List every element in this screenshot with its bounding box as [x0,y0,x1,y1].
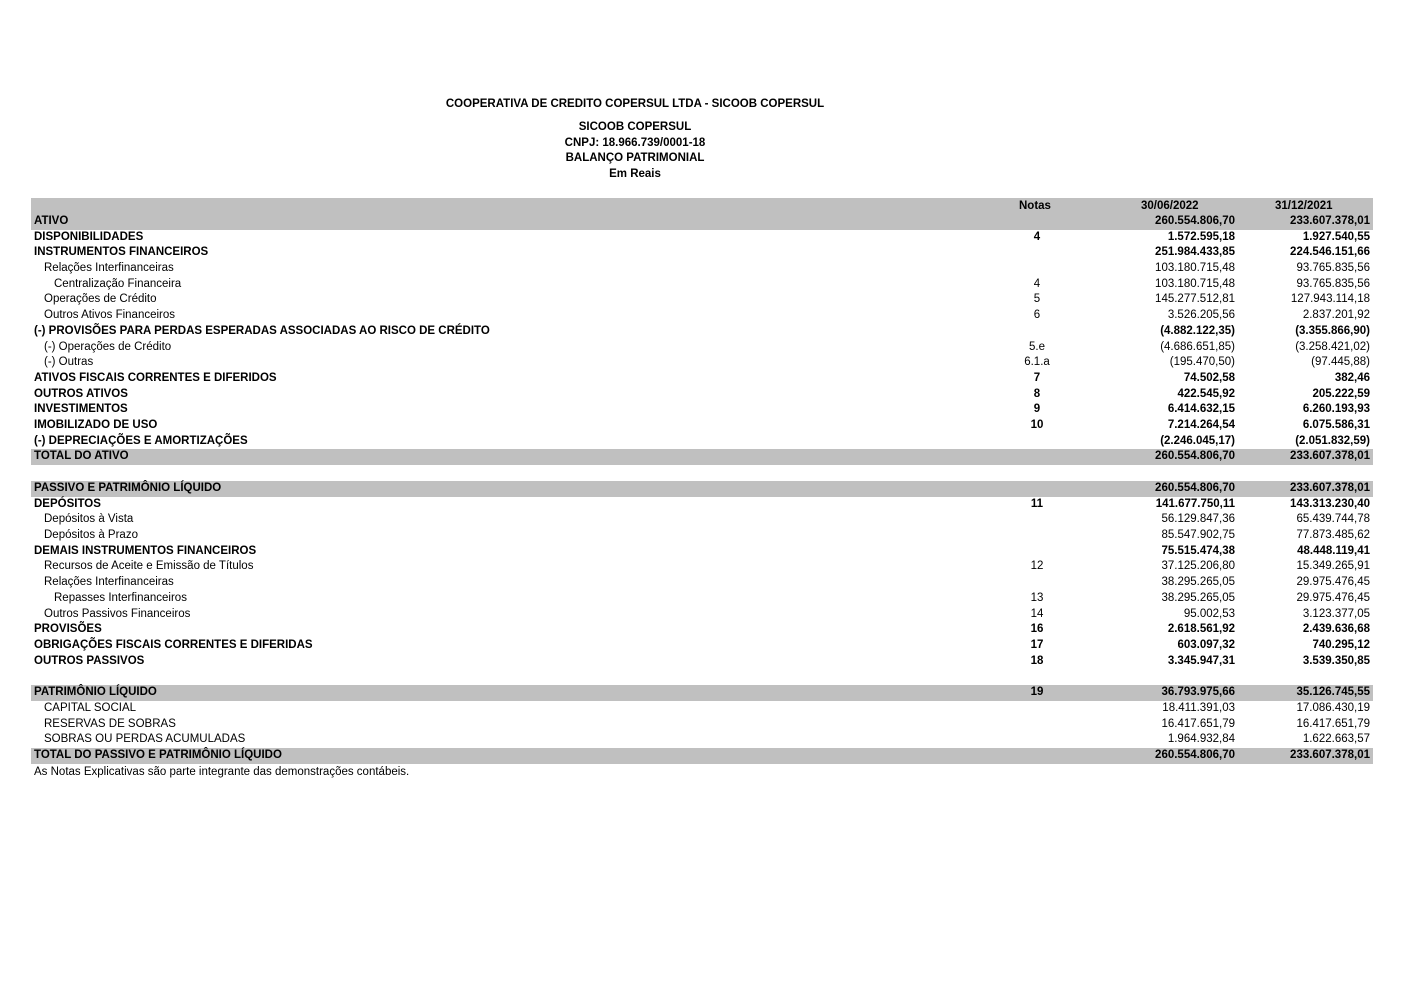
row-note: 8 [1033,387,1041,400]
row-label: (-) Operações de Crédito [44,340,172,353]
row-label: (-) DEPRECIAÇÕES E AMORTIZAÇÕES [34,434,248,447]
row-value-2021: 233.607.378,01 [1290,749,1370,761]
row-label: CAPITAL SOCIAL [44,701,137,714]
row-value-2022: 141.677.750,11 [1155,497,1235,510]
row-value-2021: 77.873.485,62 [1296,529,1370,542]
row-value-2022: 251.984.433,85 [1155,246,1235,259]
row-note: 5 [1033,293,1041,306]
row-value-2021: 17.086.430,19 [1296,701,1370,714]
row-value-2021: 29.975.476,45 [1296,576,1370,589]
table-row [31,512,1373,528]
row-value-2022: 1.964.932,84 [1167,733,1235,746]
row-label: ATIVOS FISCAIS CORRENTES E DIFERIDOS [34,371,277,384]
row-value-2022: 103.180.715,48 [1155,277,1235,290]
row-value-2021: 93.765.835,56 [1296,262,1370,275]
row-value-2022: 260.554.806,70 [1155,482,1235,494]
row-note: 7 [1033,371,1041,384]
table-row [31,277,1373,293]
row-value-2022: 38.295.265,05 [1161,591,1235,604]
row-label: OBRIGAÇÕES FISCAIS CORRENTES E DIFERIDAS [34,638,313,651]
row-value-2021: 3.123.377,05 [1302,607,1370,620]
row-note: 6.1.a [1024,356,1050,369]
table-row [31,559,1373,575]
table-row [31,355,1373,371]
row-value-2021: 3.539.350,85 [1302,654,1370,667]
table-row [31,528,1373,544]
row-value-2022: 2.618.561,92 [1167,623,1235,636]
row-label: PROVISÕES [34,623,102,636]
row-note: 6 [1033,309,1041,322]
row-value-2022: 56.129.847,36 [1161,513,1235,526]
row-note: 12 [1030,560,1044,573]
statement-title: BALANÇO PATRIMONIAL [565,152,705,164]
row-note: 19 [1030,686,1044,699]
row-value-2021: 1.622.663,57 [1302,733,1370,746]
row-label: PATRIMÔNIO LÍQUIDO [34,686,157,699]
row-note: 17 [1030,638,1044,651]
row-label: Depósitos à Vista [44,513,134,526]
company-name: COOPERATIVA DE CREDITO COPERSUL LTDA - SICOOB COPERSUL [445,98,825,110]
row-value-2022: 260.554.806,70 [1155,215,1235,227]
row-label: Recursos de Aceite e Emissão de Títulos [44,560,254,573]
column-header-date2: 31/12/2021 [1275,200,1333,212]
column-header-notes: Notas [1019,200,1051,212]
row-label: INSTRUMENTOS FINANCEIROS [34,246,209,259]
row-label: RESERVAS DE SOBRAS [44,717,176,730]
row-note: 13 [1030,591,1044,604]
row-label: Repasses Interfinanceiros [54,591,187,604]
row-label: TOTAL DO PASSIVO E PATRIMÔNIO LÍQUIDO [34,749,282,761]
row-value-2022: 145.277.512,81 [1155,293,1235,306]
spacer-row [31,669,1373,685]
row-value-2021: 1.927.540,55 [1302,230,1370,243]
row-value-2021: 6.075.586,31 [1302,418,1370,431]
row-value-2021: 205.222,59 [1312,387,1370,400]
row-label: DISPONIBILIDADES [34,230,144,243]
row-value-2022: 37.125.206,80 [1161,560,1235,573]
row-value-2022: 3.526.205,56 [1167,309,1235,322]
row-value-2021: 16.417.651,79 [1296,717,1370,730]
row-value-2021: 48.448.119,41 [1297,544,1370,557]
table-row [31,544,1373,560]
row-label: PASSIVO E PATRIMÔNIO LÍQUIDO [34,482,222,494]
row-value-2021: 15.349.265,91 [1296,560,1370,573]
row-label: TOTAL DO ATIVO [34,450,129,463]
entity-name: SICOOB COPERSUL [578,121,692,133]
row-value-2022: 95.002,53 [1183,607,1235,620]
table-row [31,638,1373,654]
row-note: 5.e [1029,340,1045,353]
table-row [31,717,1373,733]
balance-sheet-table [31,198,1373,764]
table-row [31,591,1373,607]
row-value-2021: 233.607.378,01 [1290,215,1370,227]
row-label: DEMAIS INSTRUMENTOS FINANCEIROS [34,544,257,557]
table-row [31,685,1373,701]
row-note: 11 [1030,497,1044,510]
table-row [31,481,1373,497]
table-body [31,214,1373,764]
table-row [31,732,1373,748]
row-label: OUTROS ATIVOS [34,387,128,400]
row-label: Centralização Financeira [54,277,182,290]
table-row [31,418,1373,434]
column-header-row [31,198,1373,214]
row-note: 16 [1030,623,1044,636]
row-value-2022: 38.295.265,05 [1161,576,1235,589]
table-row [31,371,1373,387]
table-row [31,622,1373,638]
row-value-2021: 127.943.114,18 [1290,293,1370,306]
cnpj: CNPJ: 18.966.739/0001-18 [564,137,706,149]
footnote: As Notas Explicativas são parte integrante das demonstrações contábeis. [34,766,410,778]
table-row [31,245,1373,261]
table-row [31,261,1373,277]
row-value-2021: 65.439.744,78 [1296,513,1370,526]
column-header-date1: 30/06/2022 [1141,200,1199,212]
row-label: OUTROS PASSIVOS [34,654,145,667]
row-value-2022: 603.097,32 [1177,638,1235,651]
row-note: 18 [1030,654,1044,667]
table-row [31,324,1373,340]
table-row [31,701,1373,717]
table-row [31,292,1373,308]
row-value-2022: 16.417.651,79 [1161,717,1235,730]
row-value-2021: 93.765.835,56 [1296,277,1370,290]
row-value-2021: 35.126.745,55 [1296,686,1370,699]
row-label: (-) PROVISÕES PARA PERDAS ESPERADAS ASSOCIADAS AO RISCO DE CRÉDITO [34,324,490,337]
spacer-row [31,465,1373,481]
table-row [31,434,1373,450]
row-value-2021: 29.975.476,45 [1296,591,1370,604]
row-value-2022: 7.214.264,54 [1167,418,1235,431]
row-value-2021: (97.445,88) [1311,356,1370,369]
row-value-2022: 3.345.947,31 [1167,654,1235,667]
row-label: IMOBILIZADO DE USO [34,418,158,431]
row-value-2022: 18.411.391,03 [1162,701,1235,714]
row-label: Outros Ativos Financeiros [44,309,176,322]
row-value-2021: 224.546.151,66 [1290,246,1370,259]
table-row [31,308,1373,324]
currency-unit: Em Reais [609,168,661,180]
table-row [31,575,1373,591]
row-value-2022: 260.554.806,70 [1155,450,1235,463]
row-value-2022: 422.545,92 [1177,387,1235,400]
row-value-2021: 2.439.636,68 [1302,623,1370,636]
table-row [31,607,1373,623]
row-value-2022: 74.502,58 [1183,371,1235,384]
table-row [31,387,1373,403]
row-label: Relações Interfinanceiras [44,576,174,589]
row-label: Relações Interfinanceiras [44,262,174,275]
row-value-2021: 233.607.378,01 [1290,482,1370,494]
row-note: 9 [1033,403,1041,416]
row-value-2022: 6.414.632,15 [1167,403,1235,416]
row-value-2021: (2.051.832,59) [1295,434,1370,447]
row-label: Depósitos à Prazo [44,529,138,542]
table-row [31,654,1373,670]
row-label: (-) Outras [44,356,94,369]
row-value-2021: 233.607.378,01 [1290,450,1370,463]
table-row [31,340,1373,356]
row-value-2021: 143.313.230,40 [1290,497,1370,510]
row-value-2022: (195.470,50) [1169,356,1235,369]
row-note: 10 [1030,418,1044,431]
row-value-2022: 36.793.975,66 [1161,686,1235,699]
row-value-2022: (4.686.651,85) [1160,340,1235,353]
row-label: INVESTIMENTOS [34,403,128,416]
table-row [31,214,1373,230]
table-row [31,449,1373,465]
row-value-2021: (3.355.866,90) [1295,324,1370,337]
row-note: 4 [1033,230,1041,243]
table-row [31,748,1373,764]
row-value-2021: 740.295,12 [1312,638,1370,651]
row-value-2021: 382,46 [1334,371,1370,384]
row-value-2022: 85.547.902,75 [1161,529,1235,542]
row-value-2022: (4.882.122,35) [1160,324,1235,337]
table-row [31,402,1373,418]
row-label: ATIVO [34,215,69,227]
row-value-2022: 1.572.595,18 [1167,230,1235,243]
table-row [31,497,1373,513]
row-label: Operações de Crédito [44,293,157,306]
row-label: SOBRAS OU PERDAS ACUMULADAS [44,733,246,746]
row-note: 14 [1030,607,1044,620]
row-label: Outros Passivos Financeiros [44,607,191,620]
row-value-2022: (2.246.045,17) [1160,434,1235,447]
row-label: DEPÓSITOS [34,497,101,510]
row-note: 4 [1033,277,1041,290]
row-value-2022: 75.515.474,38 [1161,544,1235,557]
row-value-2022: 103.180.715,48 [1155,262,1235,275]
table-row [31,230,1373,246]
row-value-2021: 2.837.201,92 [1302,309,1370,322]
row-value-2021: (3.258.421,02) [1295,340,1370,353]
row-value-2022: 260.554.806,70 [1155,749,1235,761]
row-value-2021: 6.260.193,93 [1302,403,1370,416]
